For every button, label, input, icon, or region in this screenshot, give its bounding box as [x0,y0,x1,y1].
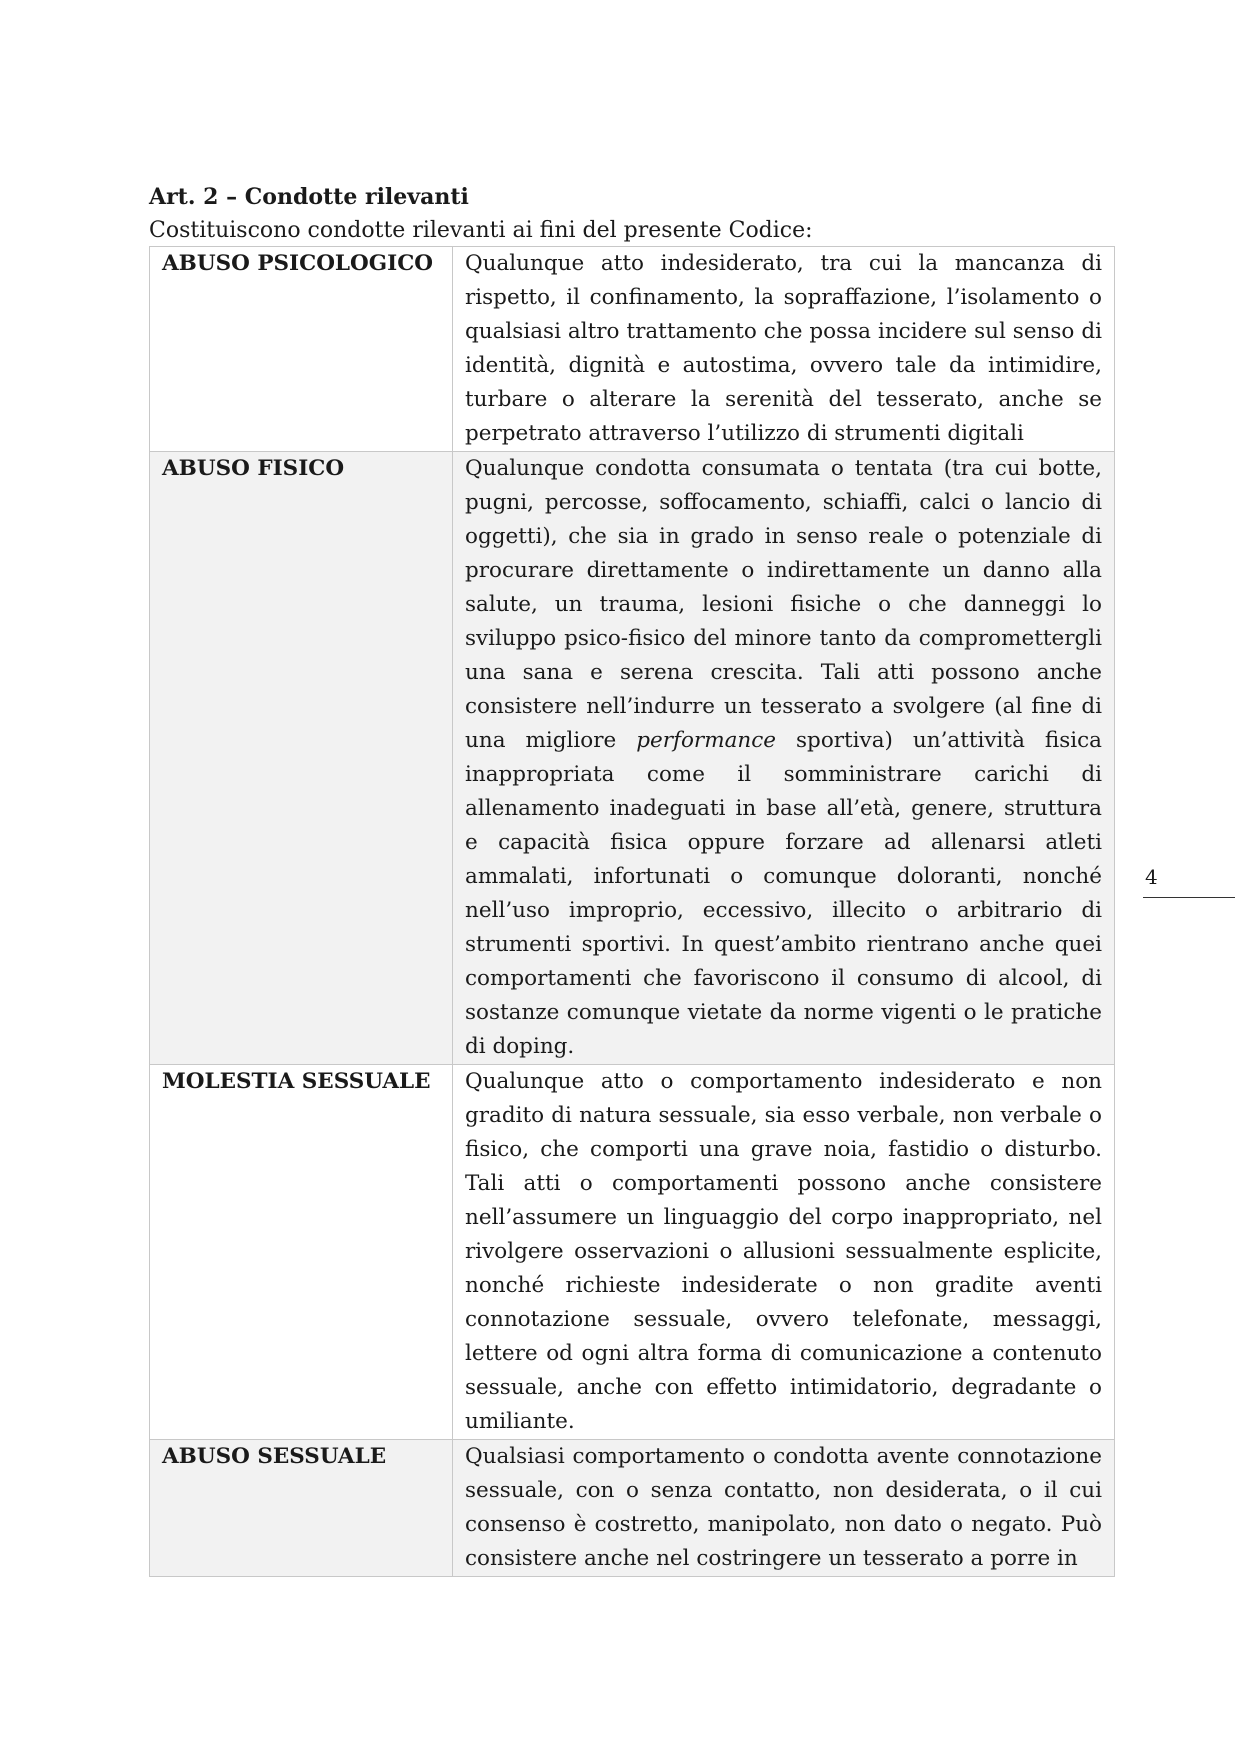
description-cell [453,452,1115,1065]
term-cell: ABUSO SESSUALE [150,1440,453,1577]
article-intro: Costituiscono condotte rilevanti ai fini del presente Codice: [149,218,813,243]
page-number: 4 [1145,865,1158,889]
table-row [150,1065,1115,1440]
table-row [150,247,1115,452]
term-cell: ABUSO PSICOLOGICO [150,247,453,452]
page-number-rule [1143,897,1235,898]
description-text: Qualunque condotta consumata o tentata (tra cui botte, pugni, percosse, soffocamento, schiaffi, calci o lancio di oggetti), che sia in grado in senso reale o potenziale di procurare direttamente o indirettamente un danno alla salute, un trauma, lesioni fisiche o che danneggi lo sviluppo psico-fisico del minore tanto da comprometterglі una sana e serena crescita. Tali atti possono anche consistere nell’indurre un tesserato a svolgere (al fine di una migliore [465,456,1102,753]
description-text: sportiva) un’attività fisica inappropriata come il somministrare carichi di allenamento inadeguati in base all’età, genere, struttura e capacità fisica oppure forzare ad allenarsi atleti ammalati, infortunati o comunque doloranti, nonché nell’uso improprio, eccessivo, illecito o arbitrario di strumenti sportivi. In quest’ambito rientrano anche quei comportamenti che favoriscono il consumo di alcool, di sostanze comunque vietate da norme vigenti o le pratiche di doping. [465,728,1103,1059]
article-heading: Art. 2 – Condotte rilevanti [149,184,469,210]
description-cell: Qualunque atto indesiderato, tra cui la mancanza di rispetto, il confinamento, la sopraffazione, l’isolamento o qualsiasi altro trattamento che possa incidere sul senso di identità, dignità e autostima, ovvero tale da intimidire, turbare o alterare la serenità del tesserato, anche se perpetrato attraverso l’utilizzo di strumenti digitali [453,247,1115,452]
term-cell: ABUSO FISICO [150,452,453,1065]
table-row [150,452,1115,1065]
description-emphasis: performance [636,728,777,753]
description-cell: Qualsiasi comportamento o condotta avente connotazione sessuale, con o senza contatto, non desiderata, o il cui consenso è costretto, manipolato, non dato o negato. Può consistere anche nel costringere un tesserato a porre in [453,1440,1115,1577]
description-cell: Qualunque atto o comportamento indesiderato e non gradito di natura sessuale, sia esso verbale, non verbale o fisico, che comporti una grave noia, fastidio o disturbo. Tali atti o comportamenti possono anche consistere nell’assumere un linguaggio del corpo inappropriato, nel rivolgere osservazioni o allusioni sessualmente esplicite, nonché richieste indesiderate o non gradite aventi connotazione sessuale, ovvero telefonate, messaggi, lettere od ogni altra forma di comunicazione a contenuto sessuale, anche con effetto intimidatorio, degradante o umiliante. [453,1065,1115,1440]
table-row [150,1440,1115,1577]
conduct-definitions-table [149,246,1115,1577]
term-cell: MOLESTIA SESSUALE [150,1065,453,1440]
